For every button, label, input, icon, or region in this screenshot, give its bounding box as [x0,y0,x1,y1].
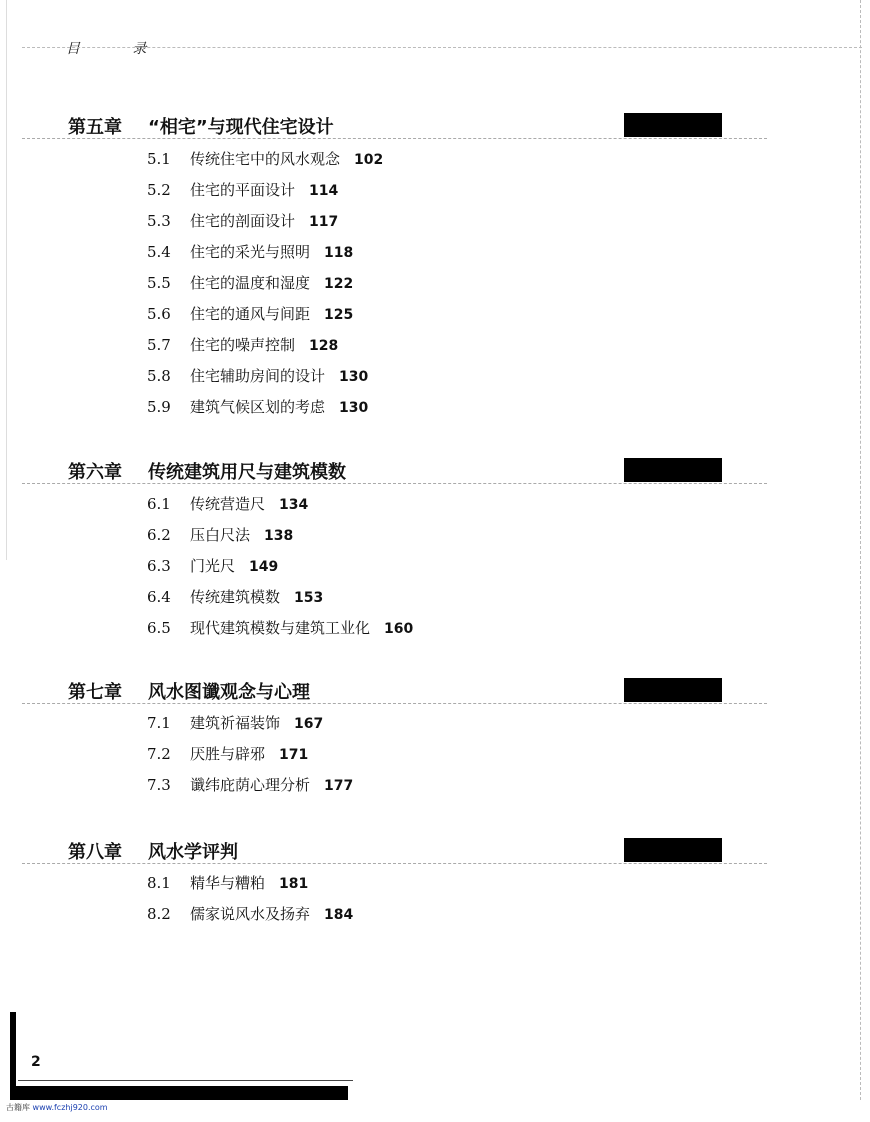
section-page: 117 [309,214,339,230]
chapter-title: 传统建筑用尺与建筑模数 [148,462,346,483]
section-title: 现代建筑模数与建筑工业化 [190,619,371,637]
section-number: 6.1 [147,495,171,513]
watermark [6,1102,108,1113]
section-page: 114 [309,183,339,199]
section-number: 5.8 [147,367,171,385]
chapter-heading [68,113,334,139]
section-title: 传统住宅中的风水观念 [190,150,341,168]
section-page: 138 [264,528,294,544]
section-number: 6.3 [147,557,171,575]
section-title: 住宅的噪声控制 [190,336,296,354]
chapter-title: 风水学评判 [148,842,238,863]
toc-entry[interactable] [147,493,308,514]
section-number: 6.5 [147,619,171,637]
section-page: 149 [249,559,279,575]
toc-entry[interactable] [147,241,353,262]
chapter-rule [22,138,767,139]
section-title: 住宅辅助房间的设计 [190,367,326,385]
toc-entry[interactable] [147,903,353,924]
section-title: 建筑祈福装饰 [190,714,281,732]
toc-entry[interactable] [147,210,338,231]
chapter-number: 第八章 [68,842,122,863]
toc-entry[interactable] [147,872,308,893]
chapter-heading [68,678,310,704]
section-number: 6.4 [147,588,171,606]
section-title: 压白尺法 [190,526,251,544]
header-rule [22,47,862,48]
section-page: 130 [339,369,369,385]
section-number: 8.1 [147,874,171,892]
section-page: 128 [309,338,339,354]
section-number: 5.9 [147,398,171,416]
section-page: 122 [324,276,354,292]
section-title: 门光尺 [190,557,236,575]
section-title: 住宅的采光与照明 [190,243,311,261]
chapter-rule [22,483,767,484]
chapter-title: “相宅”与现代住宅设计 [148,117,334,138]
section-number: 8.2 [147,905,171,923]
chapter-rule [22,863,767,864]
section-number: 5.2 [147,181,171,199]
toc-entry[interactable] [147,396,368,417]
section-title: 建筑气候区划的考虑 [190,398,326,416]
chapter-title: 风水图谶观念与心理 [148,682,310,703]
section-number: 7.3 [147,776,171,794]
watermark-site: 古籍库 [6,1103,30,1112]
section-title: 谶纬庇荫心理分析 [190,776,311,794]
section-number: 5.5 [147,274,171,292]
toc-entry[interactable] [147,148,383,169]
section-title: 住宅的剖面设计 [190,212,296,230]
section-page: 102 [354,152,384,168]
section-page: 160 [384,621,414,637]
chapter-number: 第六章 [68,462,122,483]
section-page: 118 [324,245,354,261]
section-title: 住宅的平面设计 [190,181,296,199]
chapter-heading [68,838,238,864]
chapter-rule [22,703,767,704]
section-title: 传统营造尺 [190,495,266,513]
page-left-edge [6,0,7,560]
section-page: 130 [339,400,369,416]
section-title: 厌胜与辟邪 [190,745,266,763]
section-title: 儒家说风水及扬弃 [190,905,311,923]
section-number: 5.4 [147,243,171,261]
toc-entry[interactable] [147,555,278,576]
page-number: 2 [31,1054,41,1070]
section-number: 7.2 [147,745,171,763]
toc-entry[interactable] [147,586,323,607]
section-page: 181 [279,876,309,892]
chapter-heading [68,458,346,484]
section-page: 125 [324,307,354,323]
section-title: 住宅的通风与间距 [190,305,311,323]
section-page: 153 [294,590,324,606]
watermark-url: www.fczhj920.com [32,1103,108,1112]
section-title: 精华与糟粕 [190,874,266,892]
toc-entry[interactable] [147,743,308,764]
section-page: 167 [294,716,324,732]
chapter-number: 第五章 [68,117,122,138]
corner-mark-horizontal [10,1086,348,1100]
chapter-redaction-bar [624,113,722,137]
section-page: 184 [324,907,354,923]
toc-entry[interactable] [147,303,353,324]
section-title: 住宅的温度和湿度 [190,274,311,292]
section-number: 7.1 [147,714,171,732]
toc-entry[interactable] [147,365,368,386]
toc-entry[interactable] [147,712,323,733]
page-right-edge [860,0,861,1100]
chapter-redaction-bar [624,458,722,482]
section-number: 6.2 [147,526,171,544]
section-number: 5.6 [147,305,171,323]
toc-entry[interactable] [147,524,293,545]
section-title: 传统建筑模数 [190,588,281,606]
toc-entry[interactable] [147,272,353,293]
section-number: 5.7 [147,336,171,354]
section-page: 177 [324,778,354,794]
section-page: 171 [279,747,309,763]
running-header: 目 录 [66,41,171,57]
chapter-redaction-bar [624,838,722,862]
chapter-redaction-bar [624,678,722,702]
chapter-number: 第七章 [68,682,122,703]
section-number: 5.3 [147,212,171,230]
toc-entry[interactable] [147,334,338,355]
footer-rule [18,1080,353,1081]
section-page: 134 [279,497,309,513]
toc-entry[interactable] [147,179,338,200]
section-number: 5.1 [147,150,171,168]
toc-entry[interactable] [147,774,353,795]
toc-entry[interactable] [147,617,413,638]
